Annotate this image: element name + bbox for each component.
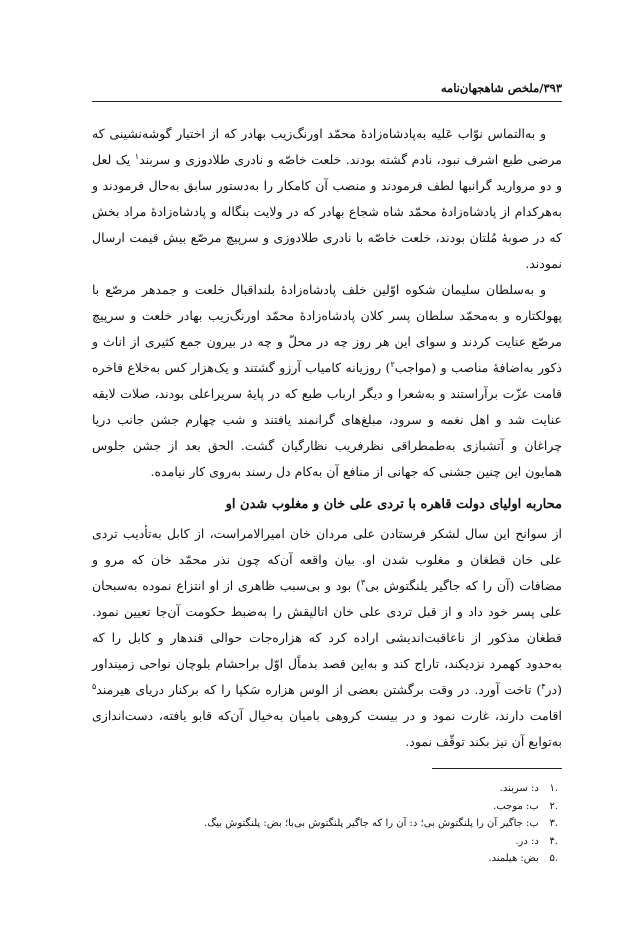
running-header	[92, 79, 562, 102]
section-heading: محاربه اولیای دولت قاهره با تردی علی خان و مغلوب شدن او	[225, 497, 562, 512]
paragraph-2: و به‌سلطان سلیمان شکوه اوّلین خلف پادشاه‌زادهٔ بلنداقبال خلعت و جمدهر مرصّع با پهولکتاره و به‌محمّد سلطان پسر کلان پادشاه‌زادهٔ محمّد اورنگ‌زیب بهادر خلعت و سرپیچ مرصّع عنایت کردند و سوای این هر روز چه در محلّ و چه در بیرون جمع کثیری از اناث و ذکور به‌اضافهٔ مناصب و (مواجب$^۲$) روزیانه کامیاب آرزو گشتند و یک‌هزار کس به‌خلاع فاخره قامت عزّت برآراستند و به‌شعرا و دیگر ارباب طبع که در پایهٔ سریراعلی بودند، صلات لایقه عنایت شد و اهل نغمه و سرود، مبلغ‌های گرانمند یافتند و شب چهارم جشن جانب دریا چراغان و آتشبازی به‌طمطراقی نظرفریب نظارگیان گشت. الحق بعد از جشن جلوس همایون این چنین جشنی که جهانی از منافع آن به‌کام دل رسند به‌روی کار نیامده.	[92, 282, 562, 479]
body-text	[92, 121, 562, 755]
footnote-item: .۱ د: سربند.	[499, 783, 558, 794]
footnote-item: .۵ بض: هیلمند.	[488, 853, 558, 864]
footnote-ref-3[interactable]: ۳	[360, 577, 366, 587]
footnotes	[92, 780, 558, 868]
footnote-ref-5[interactable]: ۵	[92, 681, 97, 691]
footnote-item: .۴ د: در.	[515, 835, 558, 847]
footnote-ref-4[interactable]: ۴	[541, 681, 546, 691]
footnote-ref-2[interactable]: ۲	[390, 359, 395, 369]
footnote-item: .۲ ب: موجب.	[493, 800, 558, 812]
footnote-separator	[432, 768, 562, 769]
paragraph-1: و به‌التماس نوّاب عَلیه به‌پادشاه‌زادهٔ محمّد اورنگ‌زیب بهادر که از اختیار گوشه‌نشینی که مرضی طبع اشرف نبود، نادم گشته بودند. خلعت خاصّه و نادری طلادوزی و سربند$^۱$ یک لعل و دو مروارید گرانبها لطف فرمودند و منصب آن کامکار را به‌دستور سابق به‌حال فرمودند و به‌هرکدام از پادشاه‌زادهٔ محمّد شاه شجاع بهادر که در ولایت بنگاله و پادشاه‌زادهٔ مراد بخش که در صوبهٔ مُلتان بودند، خلعت خاصّه با نادری طلادوزی و سرپیچ مرصّع بیش قیمت ارسال نمودند.	[92, 126, 562, 271]
footnote-ref-1[interactable]: ۱	[134, 151, 140, 161]
paragraph-3: از سوانح این سال لشکر فرستادن علی مردان خان امیرالامراست، از کابل به‌تأدیب تردی علی خان قطغان و مغلوب شدن او. بیان واقعه آن‌که چون نذر محمّد خان که مرو و مضافات (آن را که جاگیر یلنگتوش بی$^۳$) بود و بی‌سبب ظاهری از او انتزاع نموده به‌سبحان علی پسر خود داد و از قبل تردی علی خان اتالیقش را به‌ضبط حکومت آن‌جا تعیین نمود. قطغان مذکور از ناعاقبت‌اندیشی اراده کرد که هزاره‌جات حوالی قندهار و کابل را که به‌حدود کهمرد نزدیکند، تاراج کند و به‌این قصد بدماًل اوّل براحشام بلوچان نواحی زمینداور (در$^۴$) تاخت آورد. در وقت برگشتن بعضی از الوس هزاره سَکپا را که برکنار دریای هیرمند$^۵$ اقامت دارند، غارت نمود و در بیست کروهی بامیان به‌خیال آن‌که قابو یافته، دست‌اندازی به‌توابع آن نیز بکند توقّف نمود.	[92, 526, 562, 749]
running-title: ۳۹۳/ملخص شاهجهان‌نامه	[440, 81, 562, 95]
footnote-item: .۳ ب: جاگیر آن را پلنگتوش بی؛ د: آن را که جاگیر پلنگتوش بی‌با؛ بض: پلنگتوش بیگ.	[204, 818, 558, 829]
